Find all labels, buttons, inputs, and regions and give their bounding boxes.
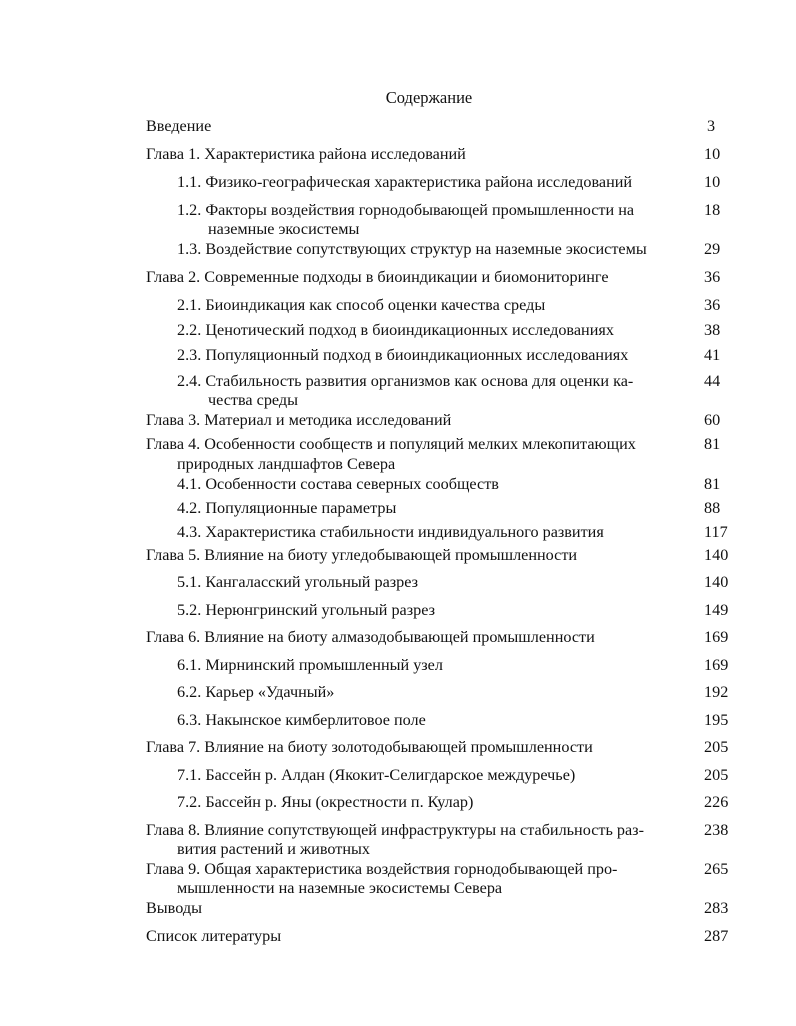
toc-entry-number: 1.3. [177, 240, 202, 258]
toc-entry-page: 10 [704, 173, 721, 191]
toc-entry-number: 2.3. [177, 346, 202, 364]
toc-entry-page: 117 [704, 523, 728, 541]
toc-entry-label: Характеристика района исследований [204, 145, 466, 163]
toc-entry-page: 60 [704, 411, 721, 429]
toc-entry-page: 226 [704, 793, 729, 811]
toc-entry-label-continued: чества среды [208, 391, 299, 409]
toc-entry-page: 205 [704, 738, 729, 756]
toc-entry-page: 265 [704, 860, 729, 878]
toc-entry-number: 2.2. [177, 321, 202, 339]
toc-entry-number: 1.1. [177, 173, 202, 191]
toc-entry-label: Воздействие сопутствующих структур на наземные экосистемы [205, 240, 647, 258]
toc-entry-label: Нерюнгринский угольный разрез [205, 601, 435, 619]
toc-entry-number: 6.1. [177, 656, 202, 674]
toc-entry-label: Выводы [146, 899, 202, 917]
toc-entry-number: Глава 7. [146, 738, 201, 756]
toc-entry-number: 5.1. [177, 573, 202, 591]
toc-entry-number: 7.2. [177, 793, 202, 811]
toc-entry-label: Мирнинский промышленный узел [205, 656, 443, 674]
toc-entry-page: 41 [704, 346, 721, 364]
toc-entry-number: 6.2. [177, 683, 202, 701]
toc-entry-number: 4.3. [177, 523, 202, 541]
toc-entry-label: Особенности сообществ и популяций мелких млекопитающих [204, 435, 636, 453]
toc-entry-label: Популяционные параметры [205, 499, 397, 517]
toc-entry-number: 1.2. [177, 201, 202, 219]
toc-entry-label: Влияние на биоту угледобывающей промышленности [204, 546, 578, 564]
toc-entry-label: Общая характеристика воздействия горнодобывающей про- [204, 860, 618, 878]
toc-entry-label: Материал и методика исследований [204, 411, 452, 429]
toc-entry-number: Глава 6. [146, 628, 201, 646]
toc-entry-page: 169 [704, 656, 729, 674]
toc-entry-number: 2.1. [177, 296, 202, 314]
toc-entry-page: 169 [704, 628, 729, 646]
toc-entry-page: 88 [704, 499, 721, 517]
toc-entry-number: Глава 1. [146, 145, 201, 163]
toc-entry-number: 5.2. [177, 601, 202, 619]
toc-entry-page: 36 [704, 268, 721, 286]
toc-entry-number: 4.2. [177, 499, 202, 517]
toc-entry-label: Список литературы [146, 927, 282, 945]
toc-entry-label: Стабильность развития организмов как основа для оценки ка- [205, 372, 634, 390]
toc-entry-label: Влияние на биоту алмазодобывающей промышленности [204, 628, 595, 646]
toc-entry-label: Карьер «Удачный» [205, 683, 335, 701]
toc-entry-label: Популяционный подход в биоиндикационных исследованиях [205, 346, 629, 364]
toc-entry-label: Современные подходы в биоиндикации и биомониторинге [204, 268, 609, 286]
toc-entry-label: Влияние на биоту золотодобывающей промышленности [204, 738, 593, 756]
page-title: Содержание [385, 88, 473, 107]
toc-entry-label: Биоиндикация как способ оценки качества среды [205, 296, 546, 314]
toc-entry-page: 10 [704, 145, 721, 163]
toc-entry-label: Влияние сопутствующей инфраструктуры на стабильность раз- [204, 821, 644, 839]
toc-entry-label: Бассейн р. Яны (окрестности п. Кулар) [205, 793, 474, 811]
toc-entry-label-continued: природных ландшафтов Севера [177, 455, 396, 473]
toc-entry-number: 4.1. [177, 475, 202, 493]
toc-entry-label: Ценотический подход в биоиндикационных исследованиях [205, 321, 614, 339]
toc-entry-page: 3 [707, 117, 716, 135]
toc-entry-page: 81 [704, 475, 721, 493]
toc-entry-page: 38 [704, 321, 721, 339]
toc-entry-page: 192 [704, 683, 729, 701]
toc-entry-page: 287 [704, 927, 729, 945]
toc-entry-number: Глава 4. [146, 435, 201, 453]
toc-entry-page: 44 [704, 372, 721, 390]
toc-entry-page: 29 [704, 240, 721, 258]
toc-entry-page: 18 [704, 201, 721, 219]
toc-entry-page: 283 [704, 899, 729, 917]
toc-entry-label: Введение [146, 117, 212, 135]
toc-entry-number: Глава 3. [146, 411, 201, 429]
toc-entry-label-continued: мышленности на наземные экосистемы Севера [177, 879, 503, 897]
toc-entry-page: 36 [704, 296, 721, 314]
toc-entry-number: 2.4. [177, 372, 202, 390]
toc-entry-label: Физико-географическая характеристика района исследований [205, 173, 633, 191]
toc-entry-label: Кангаласский угольный разрез [205, 573, 419, 591]
toc-entry-number: Глава 8. [146, 821, 201, 839]
toc-entry-label-continued: наземные экосистемы [208, 220, 360, 238]
toc-entry-number: 6.3. [177, 711, 202, 729]
toc-entry-number: Глава 9. [146, 860, 201, 878]
toc-entry-number: Глава 2. [146, 268, 201, 286]
toc-entry-label: Характеристика стабильности индивидуального развития [205, 523, 604, 541]
toc-entry-page: 205 [704, 766, 729, 784]
toc-entry-number: Глава 5. [146, 546, 201, 564]
toc-entry-page: 195 [704, 711, 729, 729]
toc-entry-label-continued: вития растений и животных [177, 840, 370, 858]
toc-entry-label: Особенности состава северных сообществ [205, 475, 499, 493]
toc-entry-page: 238 [704, 821, 729, 839]
toc-entry-label: Накынское кимберлитовое поле [205, 711, 426, 729]
toc-entry-page: 140 [704, 546, 729, 564]
toc-entry-page: 149 [704, 601, 729, 619]
toc-entry-page: 140 [704, 573, 729, 591]
toc-entry-number: 7.1. [177, 766, 202, 784]
toc-entry-label: Бассейн р. Алдан (Якокит-Селигдарское междуречье) [205, 766, 576, 784]
toc-entry-page: 81 [704, 435, 721, 453]
toc-entry-label: Факторы воздействия горнодобывающей промышленности на [205, 201, 635, 219]
